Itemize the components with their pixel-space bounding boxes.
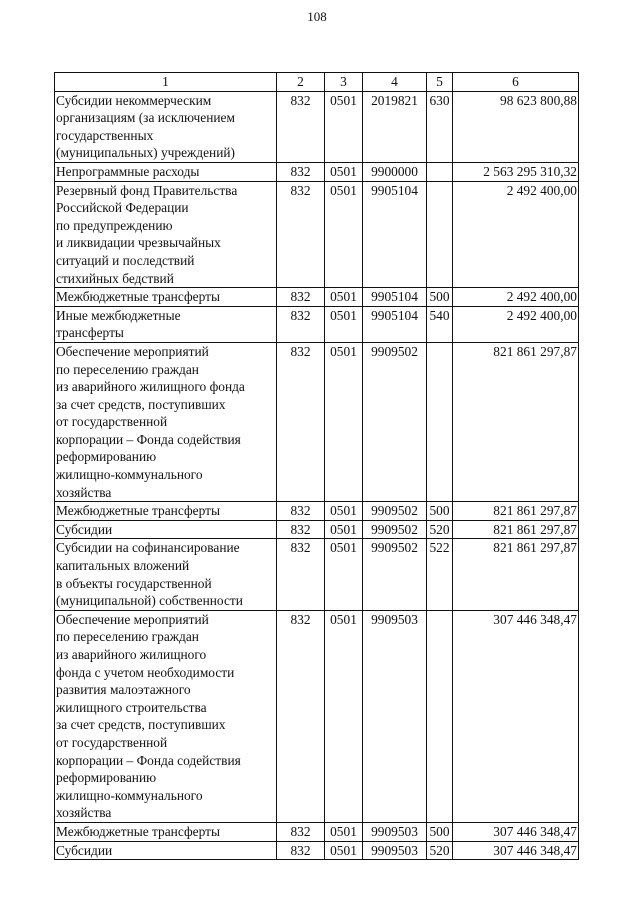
target-code-cell: 9905104 bbox=[363, 306, 427, 342]
expense-name-line: Межбюджетные трансферты bbox=[56, 503, 220, 519]
expense-name-line: и ликвидации чрезвычайных bbox=[56, 235, 221, 251]
target-code-cell: 9909502 bbox=[363, 502, 427, 521]
table-row bbox=[55, 162, 579, 181]
amount-cell: 2 563 295 310,32 bbox=[453, 162, 579, 181]
expense-name-line: хозяйства bbox=[56, 484, 112, 500]
admin-code-cell: 832 bbox=[277, 91, 325, 162]
amount-cell: 307 446 348,47 bbox=[453, 610, 579, 822]
target-code-cell: 9909502 bbox=[363, 539, 427, 610]
expense-name-cell bbox=[55, 181, 277, 288]
expense-name-line: (муниципальных) учреждений) bbox=[56, 145, 236, 161]
expense-name-line: Межбюджетные трансферты bbox=[56, 289, 220, 305]
target-code-cell: 9909502 bbox=[363, 342, 427, 501]
section-code-cell: 0501 bbox=[325, 520, 363, 539]
amount-cell: 2 492 400,00 bbox=[453, 306, 579, 342]
target-code-cell: 2019821 bbox=[363, 91, 427, 162]
target-code-cell: 9905104 bbox=[363, 181, 427, 288]
table-row bbox=[55, 841, 579, 860]
admin-code-cell: 832 bbox=[277, 342, 325, 501]
table-row bbox=[55, 288, 579, 307]
expense-name-line: от государственной bbox=[56, 734, 168, 750]
table-row bbox=[55, 520, 579, 539]
expense-name-line: Субсидии bbox=[56, 842, 113, 858]
section-code-cell: 0501 bbox=[325, 306, 363, 342]
admin-code-cell: 832 bbox=[277, 502, 325, 521]
expense-name-line: Непрограммные расходы bbox=[56, 163, 200, 179]
header-cell: 5 bbox=[427, 73, 453, 92]
target-code-cell: 9909503 bbox=[363, 610, 427, 822]
expense-type-cell: 520 bbox=[427, 841, 453, 860]
expense-name-line: капитальных вложений bbox=[56, 558, 190, 574]
amount-cell: 821 861 297,87 bbox=[453, 520, 579, 539]
expense-name-cell bbox=[55, 822, 277, 841]
expense-type-cell bbox=[427, 181, 453, 288]
expense-name-line: фонда с учетом необходимости bbox=[56, 664, 235, 680]
expense-name-cell bbox=[55, 539, 277, 610]
section-code-cell: 0501 bbox=[325, 342, 363, 501]
expense-type-cell: 520 bbox=[427, 520, 453, 539]
expense-name-line: государственных bbox=[56, 127, 154, 143]
table-row bbox=[55, 502, 579, 521]
expense-name-line: по предупреждению bbox=[56, 217, 173, 233]
section-code-cell: 0501 bbox=[325, 539, 363, 610]
admin-code-cell: 832 bbox=[277, 822, 325, 841]
expense-name-line: Межбюджетные трансферты bbox=[56, 823, 220, 839]
section-code-cell: 0501 bbox=[325, 841, 363, 860]
expense-name-line: развития малоэтажного bbox=[56, 682, 191, 698]
expense-name-line: из аварийного жилищного bbox=[56, 647, 207, 662]
expense-name-line: из аварийного жилищного фонда bbox=[56, 379, 245, 395]
target-code-cell: 9909503 bbox=[363, 841, 427, 860]
expense-type-cell: 500 bbox=[427, 288, 453, 307]
target-code-cell: 9909502 bbox=[363, 520, 427, 539]
expense-name-line: трансферты bbox=[56, 325, 124, 341]
target-code-cell: 9905104 bbox=[363, 288, 427, 307]
table-row bbox=[55, 342, 579, 501]
expense-name-line: ситуаций и последствий bbox=[56, 252, 195, 268]
expense-name-line: Резервный фонд Правительства bbox=[56, 182, 238, 198]
expense-type-cell bbox=[427, 610, 453, 822]
amount-cell: 307 446 348,47 bbox=[453, 841, 579, 860]
header-cell: 1 bbox=[55, 73, 277, 92]
expense-name-cell bbox=[55, 306, 277, 342]
expense-name-line: хозяйства bbox=[56, 805, 112, 821]
expense-name-line: реформированию bbox=[56, 449, 157, 465]
expense-name-line: от государственной bbox=[56, 414, 168, 430]
expense-type-cell: 522 bbox=[427, 539, 453, 610]
target-code-cell: 9909503 bbox=[363, 822, 427, 841]
admin-code-cell: 832 bbox=[277, 181, 325, 288]
header-cell: 6 bbox=[453, 73, 579, 92]
amount-cell: 2 492 400,00 bbox=[453, 181, 579, 288]
table-row bbox=[55, 822, 579, 841]
expense-name-cell bbox=[55, 288, 277, 307]
admin-code-cell: 832 bbox=[277, 610, 325, 822]
amount-cell: 821 861 297,87 bbox=[453, 502, 579, 521]
expense-name-line: жилищно-коммунального bbox=[56, 467, 203, 483]
expense-name-cell bbox=[55, 610, 277, 822]
expense-name-line: Обеспечение мероприятий bbox=[56, 343, 209, 359]
admin-code-cell: 832 bbox=[277, 162, 325, 181]
expense-name-line: Иные межбюджетные bbox=[56, 307, 181, 323]
budget-table bbox=[54, 72, 579, 860]
header-cell: 4 bbox=[363, 73, 427, 92]
table-row bbox=[55, 181, 579, 288]
admin-code-cell: 832 bbox=[277, 306, 325, 342]
expense-name-line: за счет средств, поступивших bbox=[56, 717, 226, 733]
expense-type-cell: 540 bbox=[427, 306, 453, 342]
header-row bbox=[55, 73, 579, 92]
expense-name-line: жилищно-коммунального bbox=[56, 787, 203, 803]
header-cell: 2 bbox=[277, 73, 325, 92]
expense-name-cell bbox=[55, 342, 277, 501]
amount-cell: 821 861 297,87 bbox=[453, 342, 579, 501]
expense-name-cell bbox=[55, 520, 277, 539]
expense-name-cell bbox=[55, 162, 277, 181]
expense-name-cell bbox=[55, 91, 277, 162]
expense-name-line: (муниципальной) собственности bbox=[56, 593, 243, 609]
expense-name-line: Российской Федерации bbox=[56, 200, 189, 216]
admin-code-cell: 832 bbox=[277, 520, 325, 539]
expense-name-line: по переселению граждан bbox=[56, 361, 199, 377]
section-code-cell: 0501 bbox=[325, 502, 363, 521]
expense-name-line: корпорации – Фонда содействия bbox=[56, 431, 241, 447]
expense-type-cell: 630 bbox=[427, 91, 453, 162]
page-number: 108 bbox=[307, 9, 327, 24]
amount-cell: 2 492 400,00 bbox=[453, 288, 579, 307]
table-row bbox=[55, 539, 579, 610]
expense-type-cell: 500 bbox=[427, 822, 453, 841]
expense-name-line: Субсидии на софинансирование bbox=[56, 540, 240, 556]
expense-name-line: по переселению граждан bbox=[56, 629, 199, 645]
expense-name-line: организациям (за исключением bbox=[56, 110, 235, 126]
section-code-cell: 0501 bbox=[325, 610, 363, 822]
expense-name-line: реформированию bbox=[56, 770, 157, 786]
expense-name-line: жилищного строительства bbox=[56, 699, 207, 715]
amount-cell: 98 623 800,88 bbox=[453, 91, 579, 162]
expense-name-cell bbox=[55, 502, 277, 521]
expense-name-line: за счет средств, поступивших bbox=[56, 396, 226, 412]
expense-type-cell bbox=[427, 342, 453, 501]
target-code-cell: 9900000 bbox=[363, 162, 427, 181]
table-row bbox=[55, 306, 579, 342]
admin-code-cell: 832 bbox=[277, 288, 325, 307]
amount-cell: 307 446 348,47 bbox=[453, 822, 579, 841]
expense-name-line: стихийных бедствий bbox=[56, 270, 174, 286]
admin-code-cell: 832 bbox=[277, 539, 325, 610]
admin-code-cell: 832 bbox=[277, 841, 325, 860]
section-code-cell: 0501 bbox=[325, 181, 363, 288]
section-code-cell: 0501 bbox=[325, 288, 363, 307]
expense-name-line: Субсидии bbox=[56, 521, 113, 537]
expense-name-cell bbox=[55, 841, 277, 860]
table-row bbox=[55, 91, 579, 162]
header-cell: 3 bbox=[325, 73, 363, 92]
expense-type-cell: 500 bbox=[427, 502, 453, 521]
amount-cell: 821 861 297,87 bbox=[453, 539, 579, 610]
expense-type-cell bbox=[427, 162, 453, 181]
section-code-cell: 0501 bbox=[325, 822, 363, 841]
table-row bbox=[55, 610, 579, 822]
table-body bbox=[55, 91, 579, 860]
section-code-cell: 0501 bbox=[325, 162, 363, 181]
expense-name-line: в объекты государственной bbox=[56, 575, 212, 591]
expense-name-line: Субсидии некоммерческим bbox=[56, 92, 212, 108]
section-code-cell: 0501 bbox=[325, 91, 363, 162]
expense-name-line: корпорации – Фонда содействия bbox=[56, 752, 241, 768]
expense-name-line: Обеспечение мероприятий bbox=[56, 611, 209, 627]
